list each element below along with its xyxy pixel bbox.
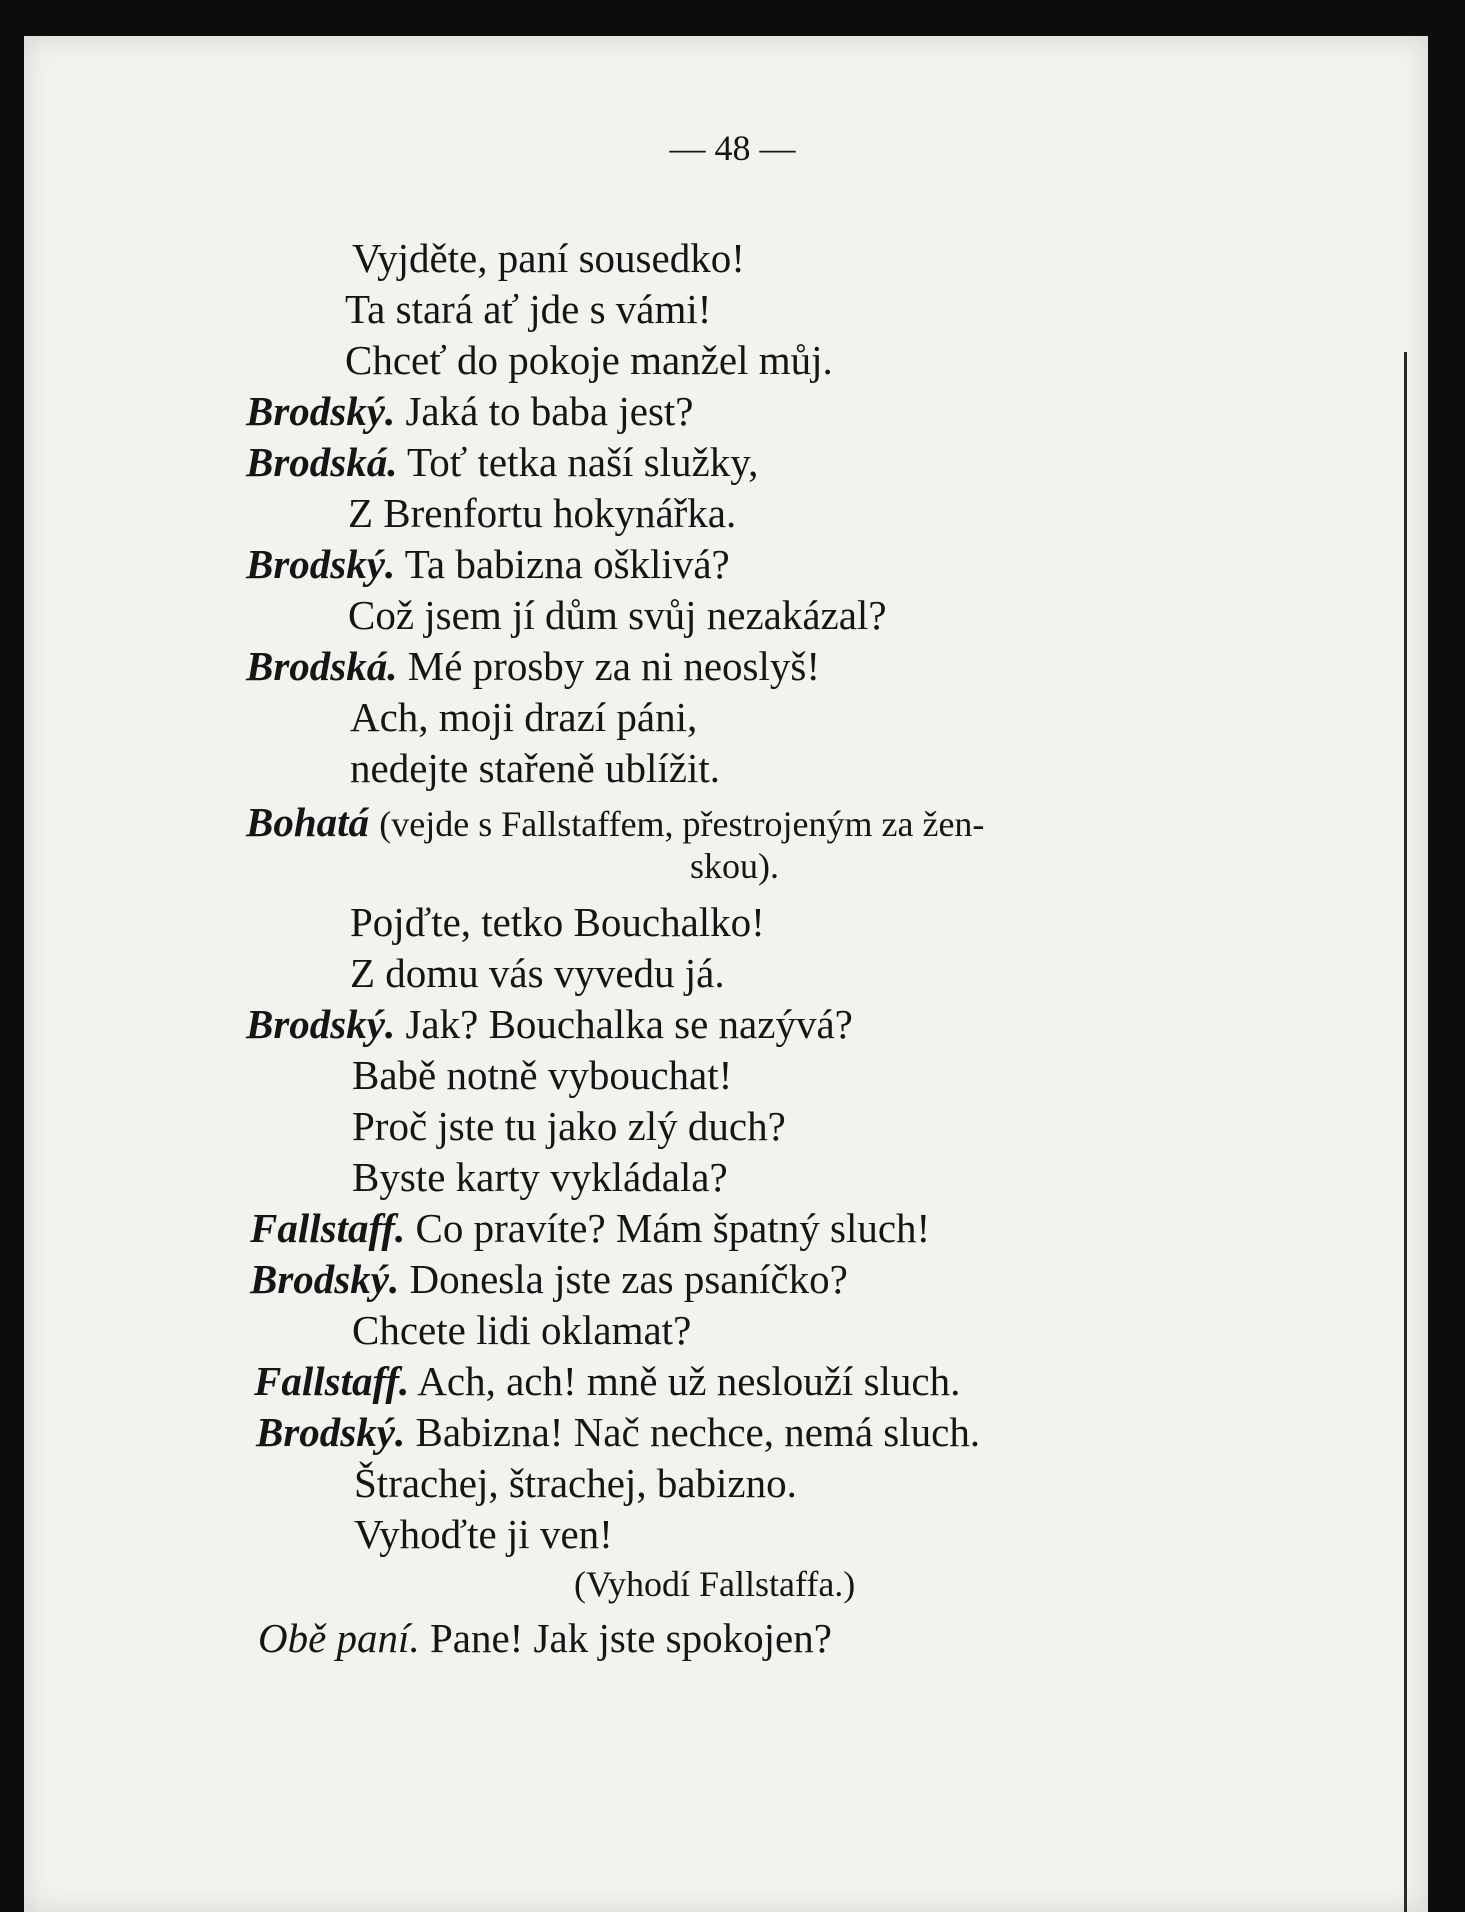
verse-line: Štrachej, štrachej, babizno.	[354, 1460, 797, 1506]
verse-line: Pojďte, tetko Bouchalko!	[350, 899, 765, 945]
verse-line: Brodský. Babizna! Nač nechce, nemá sluch.	[256, 1409, 981, 1455]
speaker-name: Brodský.	[246, 1001, 396, 1047]
verse-line: Brodský. Ta babizna ošklivá?	[246, 541, 730, 587]
stage-direction: (vejde s Fallstaffem, přestrojeným za žen-	[379, 804, 985, 844]
verse-line	[246, 799, 985, 845]
verse-line: Chcete lidi oklamat?	[352, 1307, 692, 1353]
stage-direction: skou).	[690, 846, 779, 886]
verse-line: Proč jste tu jako zlý duch?	[352, 1103, 786, 1149]
verse-line: Což jsem jí dům svůj nezakázal?	[348, 592, 887, 638]
verse-line: Babě notně vybouchat!	[352, 1052, 733, 1098]
verse-line: Brodský. Jak? Bouchalka se nazývá?	[246, 1001, 853, 1047]
stage-direction: (Vyhodí Fallstaffa.)	[574, 1564, 856, 1604]
verse-line: Brodská. Toť tetka naší služky,	[246, 439, 759, 485]
verse-line: Fallstaff. Ach, ach! mně už neslouží sluch.	[254, 1358, 961, 1404]
speaker-name: Brodský.	[246, 388, 396, 434]
verse-line: Brodský. Jaká to baba jest?	[246, 388, 694, 434]
speaker-name: Fallstaff.	[250, 1205, 406, 1251]
verse-line: Vyhoďte ji ven!	[354, 1511, 613, 1557]
speaker-name: Brodská.	[246, 643, 398, 689]
speaker-name: Brodský.	[250, 1256, 400, 1302]
verse-line: Obě paní. Pane! Jak jste spokojen?	[258, 1615, 832, 1661]
speaker-name: Fallstaff.	[254, 1358, 410, 1404]
verse-line: Byste karty vykládala?	[352, 1154, 728, 1200]
speaker-name: Bohatá	[246, 799, 370, 845]
verse-line: Fallstaff. Co pravíte? Mám špatný sluch!	[250, 1205, 931, 1251]
verse-line: Brodský. Donesla jste zas psaníčko?	[250, 1256, 848, 1302]
speaker-name: Brodský.	[246, 541, 396, 587]
verse-line: Ach, moji drazí páni,	[350, 694, 698, 740]
verse-line: nedejte stařeně ublížit.	[350, 745, 720, 791]
speaker-name: Brodský.	[256, 1409, 406, 1455]
verse-line: Z domu vás vyvedu já.	[350, 950, 725, 996]
speaker-name: Brodská.	[246, 439, 398, 485]
verse-line: Z Brenfortu hokynářka.	[348, 490, 737, 536]
verse-line: Chceť do pokoje manžel můj.	[345, 337, 833, 383]
speaker-name: Obě paní.	[258, 1615, 420, 1661]
verse-line: Vyjděte, paní sousedko!	[352, 235, 745, 281]
verse-line: Brodská. Mé prosby za ni neoslyš!	[246, 643, 820, 689]
verse-line: Ta stará ať jde s vámi!	[345, 286, 712, 332]
page-number: — 48 —	[669, 128, 796, 168]
